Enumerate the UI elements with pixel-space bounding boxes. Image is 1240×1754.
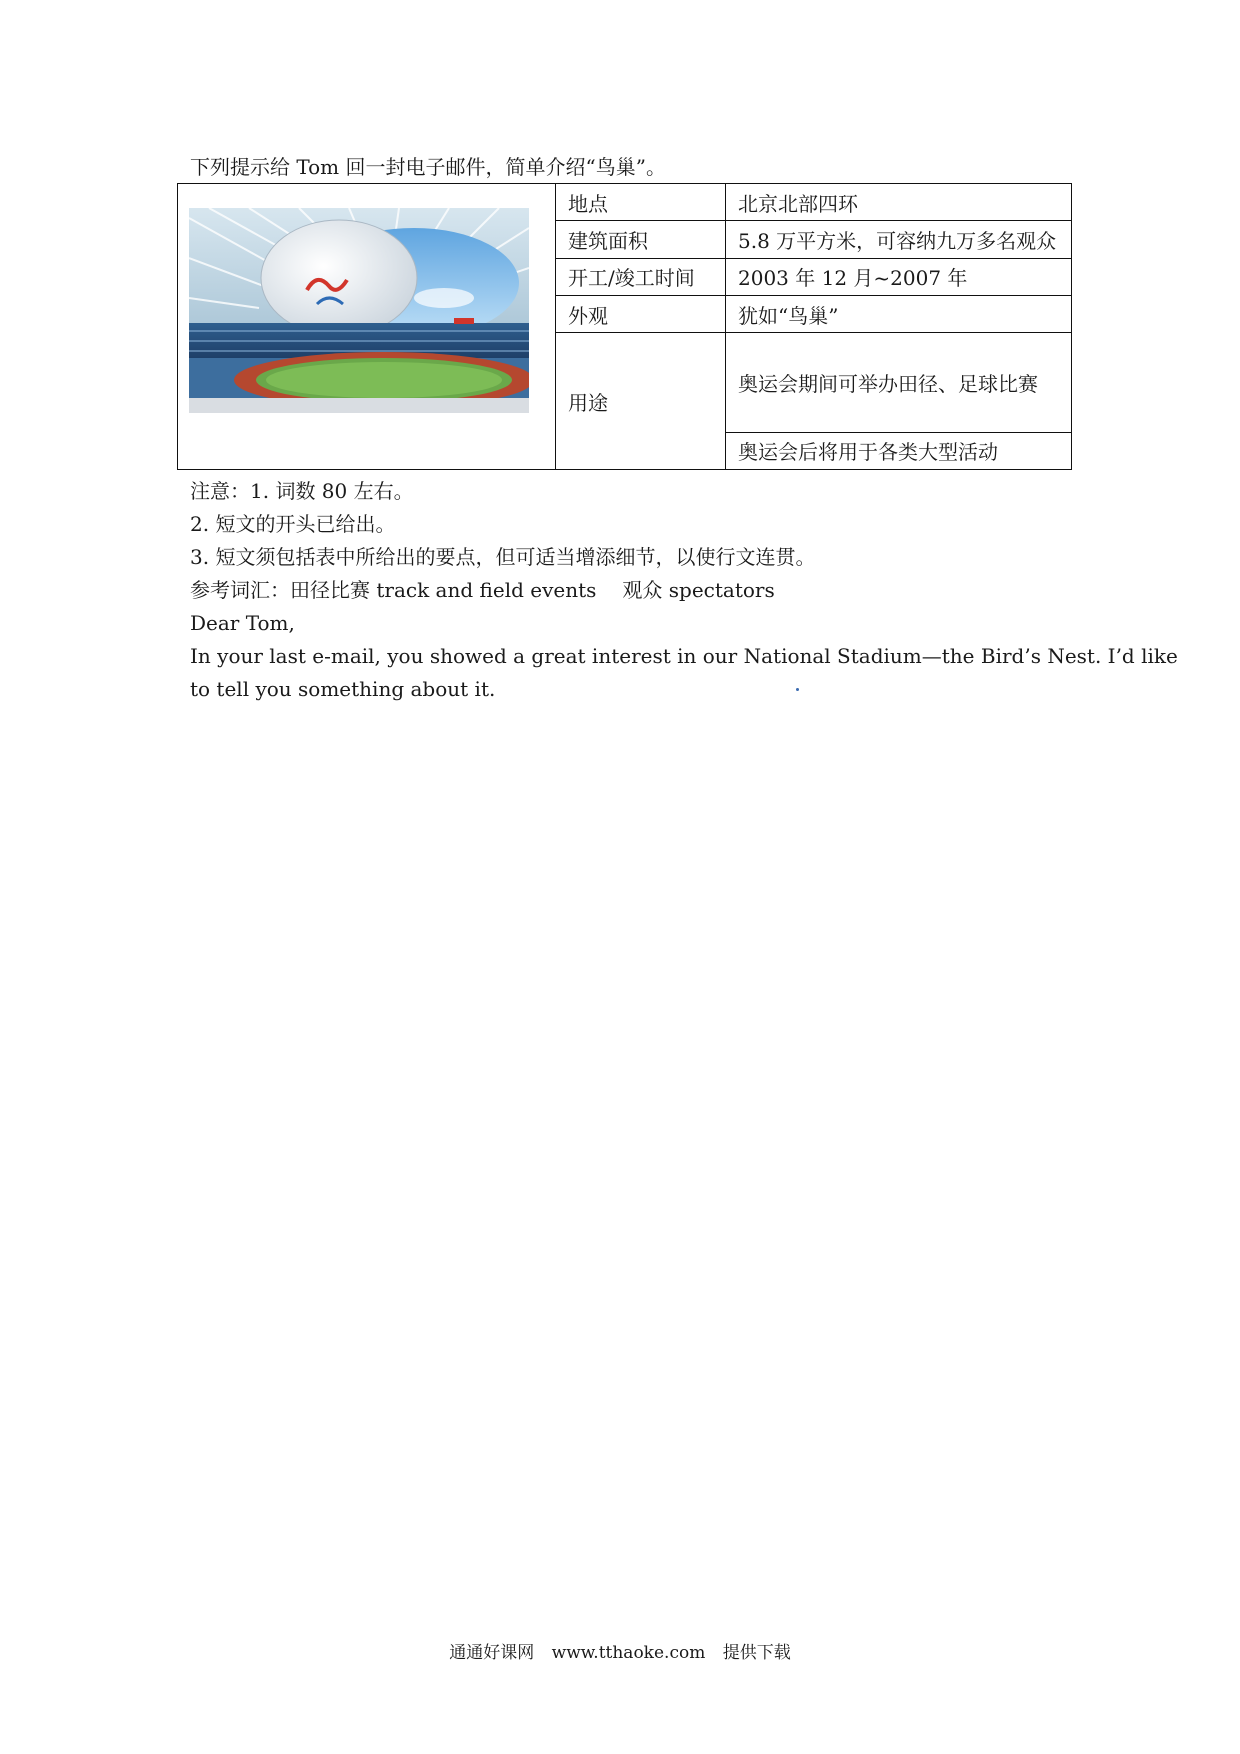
letter-paragraph-line: to tell you something about it. <box>190 677 496 701</box>
task-instruction: 下列提示给 Tom 回一封电子邮件，简单介绍“鸟巢”。 <box>190 155 666 179</box>
note-opening-given: 2. 短文的开头已给出。 <box>190 512 396 536</box>
value-area: 5.8 万平方米，可容纳九万多名观众 <box>726 221 1072 258</box>
reference-vocabulary <box>190 574 815 607</box>
label-area: 建筑面积 <box>556 221 726 258</box>
table-row <box>178 184 1072 221</box>
footer-url: www.tthaoke.com <box>551 1643 706 1663</box>
label-location: 地点 <box>556 184 726 221</box>
value-usage-after: 奥运会后将用于各类大型活动 <box>726 432 1072 469</box>
vocab-spectators: 观众 spectators <box>622 578 775 602</box>
value-appearance: 犹如“鸟巢” <box>726 295 1072 332</box>
stadium-photo <box>189 208 529 413</box>
value-location: 北京北部四环 <box>726 184 1072 221</box>
value-usage-during: 奥运会期间可举办田径、足球比赛 <box>726 333 1072 432</box>
image-cell <box>178 184 556 470</box>
letter-paragraph-line: In your last e-mail, you showed a great interest in our National Stadium—the Bird’s Nest. I’d like <box>190 644 1178 668</box>
note-include-points: 3. 短文须包括表中所给出的要点，但可适当增添细节，以使行文连贯。 <box>190 545 816 569</box>
label-usage: 用途 <box>556 333 726 470</box>
note-word-count: 注意：1. 词数 80 左右。 <box>190 479 414 503</box>
stadium-info-table <box>177 183 1072 470</box>
value-construction-time: 2003 年 12 月~2007 年 <box>726 258 1072 295</box>
letter-greeting: Dear Tom, <box>190 611 295 635</box>
footer-site-name: 通通好课网 <box>449 1643 535 1663</box>
vocab-track-field: 参考词汇：田径比赛 track and field events <box>190 578 597 602</box>
label-appearance: 外观 <box>556 295 726 332</box>
letter-opening <box>190 607 1178 706</box>
footer-tagline: 提供下载 <box>722 1643 791 1663</box>
label-construction-time: 开工/竣工时间 <box>556 258 726 295</box>
stray-mark <box>796 688 799 691</box>
notes-section <box>190 475 815 607</box>
page-footer <box>0 1638 1240 1663</box>
